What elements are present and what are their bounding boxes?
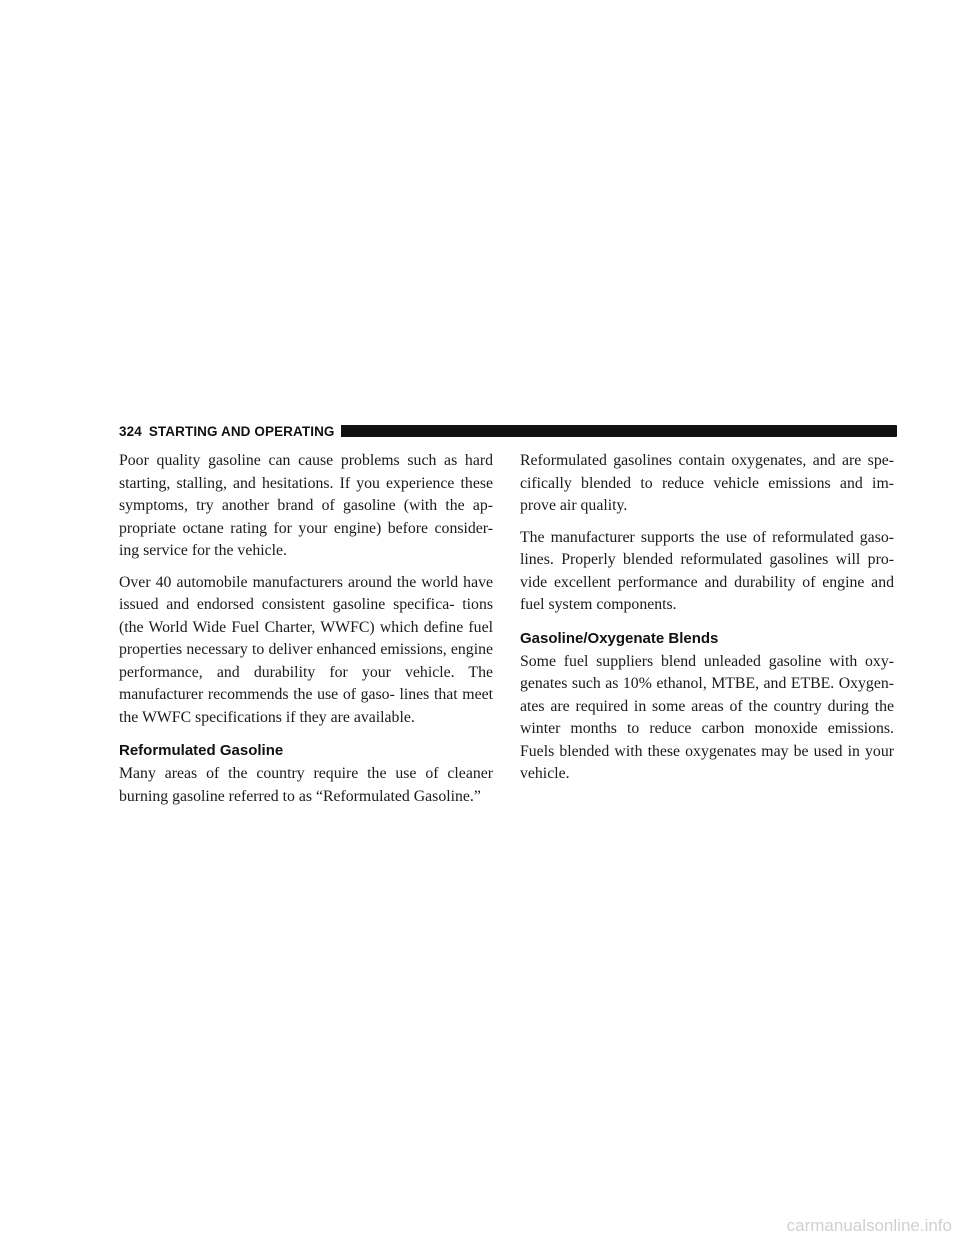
paragraph-cleaner-burning: Many areas of the country require the use of cleaner burning gasoline referred to as “Reformulated Gasoline.”: [119, 765, 493, 805]
header-rule: [341, 425, 897, 437]
paragraph-poor-quality: Poor quality gasoline can cause problems such as hard starting, stalling, and hesitations. If you experience these symptoms, try another brand of gasoline (with the ap- propriate octane rating for your engine) before consider- ing service for the vehicle.: [119, 452, 493, 559]
heading-reformulated-gasoline: Reformulated Gasoline: [119, 742, 284, 759]
heading-oxygenate-blends: Gasoline/Oxygenate Blends: [520, 629, 719, 647]
paragraph-wwfc: Over 40 automobile manufacturers around the world have issued and endorsed consistent gasoline specifica- tions (the World Wide Fuel Charter, WWFC) which define fuel properties necessary to deliver enhanced emissions, engine performance, and durability for your vehicle. The manufacturer recommends the use of gaso- lines that meet the WWFC specifications if they are available.: [119, 573, 493, 726]
section-title: STARTING AND OPERATING: [148, 423, 335, 439]
paragraph-oxygenates: Reformulated gasolines contain oxygenates, and are spe- cifically blended to reduce vehicle emissions and im- prove air quality.: [520, 452, 894, 514]
watermark: carmanualsonline.info: [786, 1216, 952, 1235]
paragraph-fuel-suppliers: Some fuel suppliers blend unleaded gasoline with oxy- genates such as 10% ethanol, MTBE, and ETBE. Oxygen- ates are required in some areas of the country during the winter months to reduce carbon monoxide emissions. Fuels blended with these oxygenates may be used in your vehicle.: [520, 652, 894, 782]
page-number: 324: [119, 423, 142, 439]
paragraph-manufacturer-supports: The manufacturer supports the use of reformulated gaso- lines. Properly blended reformulated gasolines will pro- vide excellent performance and durability of engine and fuel system components.: [520, 528, 894, 613]
page-header: [119, 423, 897, 439]
left-column: [119, 450, 493, 817]
right-column: [520, 450, 894, 795]
